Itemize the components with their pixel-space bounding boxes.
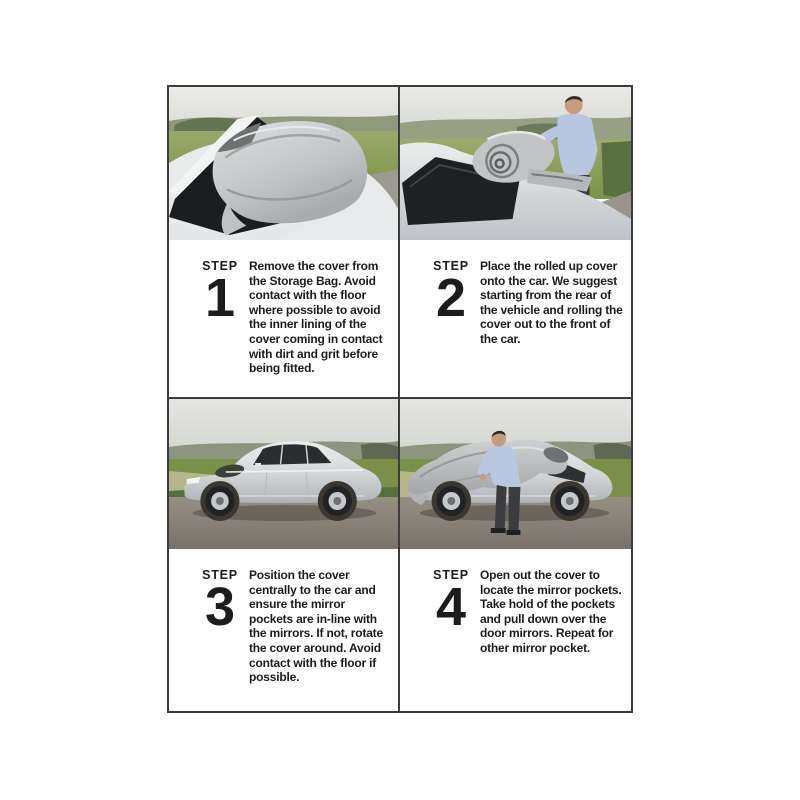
instruction-sheet xyxy=(167,85,633,713)
step-2-heading xyxy=(428,259,474,328)
step-2-photo xyxy=(400,87,631,240)
step-3-label: STEP xyxy=(202,568,238,582)
step-1-number: 1 xyxy=(204,268,236,328)
step-4-label: STEP xyxy=(433,568,469,582)
step-2-number: 2 xyxy=(435,268,467,328)
rear-wheel xyxy=(323,486,352,516)
photo-man-fitting-cover-over-car xyxy=(400,399,631,549)
step-4-panel xyxy=(400,399,631,711)
step-3-caption xyxy=(169,549,398,685)
step-4-caption xyxy=(400,549,631,656)
bushes xyxy=(601,141,631,199)
step-1-heading xyxy=(197,259,243,328)
step-2-description: Place the rolled up cover onto the car. We suggest starting from the rear of the vehicle and rolling the cover out to the front of the car. xyxy=(480,259,623,346)
rear-wheel xyxy=(555,486,585,516)
step-3-number: 3 xyxy=(204,577,236,637)
photo-cover-bundle-on-rear-window xyxy=(169,87,398,240)
step-3-heading xyxy=(197,568,243,637)
step-1-panel xyxy=(169,87,400,399)
step-1-label: STEP xyxy=(202,259,238,273)
photo-silver-car-side-view xyxy=(169,399,398,549)
step-4-description: Open out the cover to locate the mirror pockets. Take hold of the pockets and pull down over the door mirrors. Repeat for other mirror pocket. xyxy=(480,568,622,655)
step-4-heading xyxy=(428,568,474,637)
step-2-panel xyxy=(400,87,631,399)
step-2-label: STEP xyxy=(433,259,469,273)
front-wheel xyxy=(437,486,467,516)
step-3-description: Position the cover centrally to the car and ensure the mirror pockets are in-line with the mirrors. If not, rotate the cover around. Avoid contact with the floor if possible. xyxy=(249,568,383,685)
front-wheel xyxy=(205,486,234,516)
photo-man-placing-rolled-cover xyxy=(400,87,631,240)
step-4-number: 4 xyxy=(435,577,467,637)
step-2-caption xyxy=(400,240,631,347)
step-3-panel xyxy=(169,399,400,711)
step-1-caption xyxy=(169,240,398,376)
step-4-photo xyxy=(400,399,631,549)
step-3-photo xyxy=(169,399,398,549)
step-1-description: Remove the cover from the Storage Bag. Avoid contact with the floor where possible to avoid the inner lining of the cover coming in contact with dirt and grit before being fitted. xyxy=(249,259,383,376)
step-1-photo xyxy=(169,87,398,240)
